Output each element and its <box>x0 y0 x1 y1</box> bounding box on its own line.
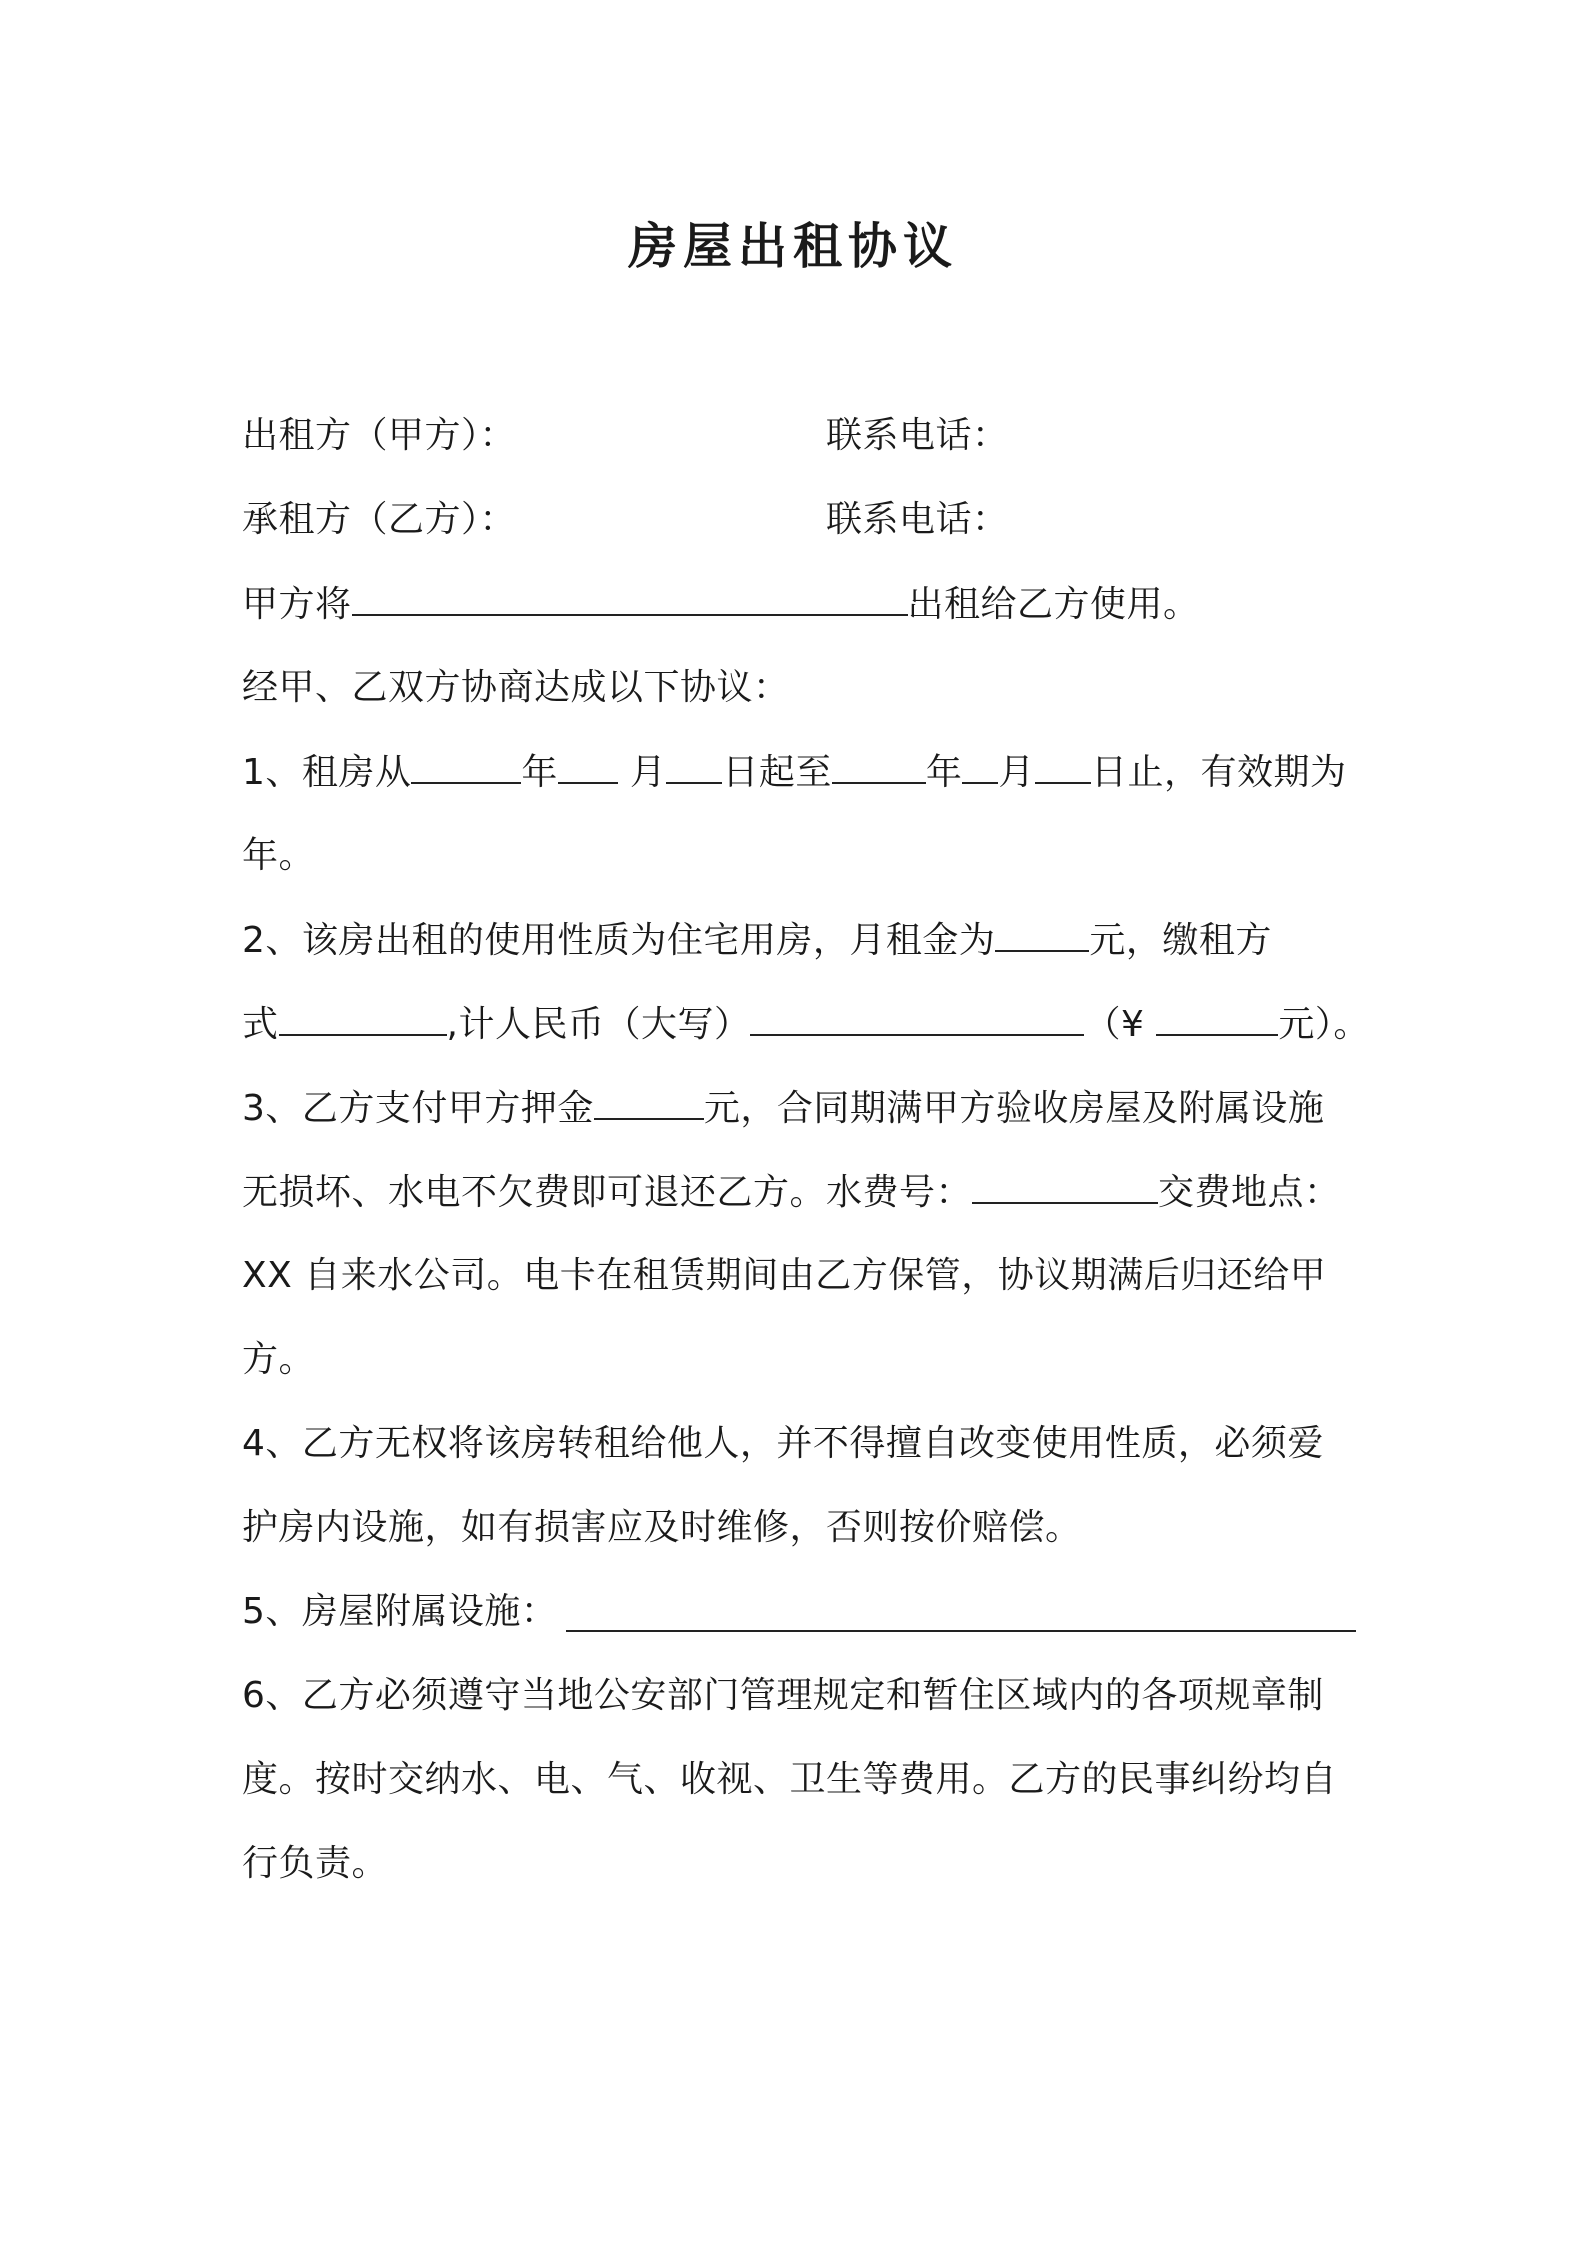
clause3-line2 <box>242 1162 1341 1223</box>
clause3-text-3: 无损坏、水电不欠费即可退还乙方。水费号： <box>242 1172 973 1213</box>
clause1-text-8: 年。 <box>242 835 316 876</box>
clause2-text-5: （¥ <box>1084 1004 1145 1045</box>
clause4-line2 <box>242 1498 1082 1558</box>
attached-facilities-blank[interactable] <box>566 1590 1356 1632</box>
intro-agree-line <box>242 658 790 718</box>
clause1-text-6: 月 <box>998 752 1035 793</box>
clause1-text-7: 日止，有效期为 <box>1090 752 1347 793</box>
clause3-line1 <box>242 1078 1324 1139</box>
lessee-line <box>242 490 516 550</box>
clause6-line2 <box>242 1750 1337 1810</box>
end-day-blank[interactable] <box>1035 742 1091 784</box>
clause4-text-1: 4、乙方无权将该房转租给他人，并不得擅自改变使用性质，必须爱 <box>242 1423 1324 1464</box>
clause1-text-1: 1、租房从 <box>242 752 412 793</box>
start-month-blank[interactable] <box>558 742 618 784</box>
clause6-text-2: 度。按时交纳水、电、气、收视、卫生等费用。乙方的民事纠纷均自 <box>242 1759 1338 1800</box>
lessee-label: 承租方（乙方）： <box>242 499 517 540</box>
clause1-text-2: 年 <box>521 752 558 793</box>
lessor-phone-line <box>826 406 1009 466</box>
clause3-text-5: XX 自来水公司。电卡在租赁期间由乙方保管，协议期满后归还给甲 <box>242 1255 1327 1296</box>
intro-suffix: 出租给乙方使用。 <box>907 584 1200 625</box>
clause5-text-1: 5、房屋附属设施： <box>242 1591 558 1632</box>
lessor-label: 出租方（甲方）： <box>242 415 517 456</box>
clause2-text-6: 元）。 <box>1278 1004 1370 1045</box>
amount-in-figures-blank[interactable] <box>1156 994 1278 1036</box>
clause1-text-5: 年 <box>925 752 963 793</box>
monthly-rent-blank[interactable] <box>995 910 1089 952</box>
intro-prefix: 甲方将 <box>242 584 352 625</box>
document-title: 房屋出租协议 <box>627 218 958 275</box>
intro-agree: 经甲、乙双方协商达成以下协议： <box>242 667 790 708</box>
clause2-line2 <box>242 994 1370 1055</box>
clause1-line2 <box>242 826 315 886</box>
start-year-blank[interactable] <box>411 742 521 784</box>
clause2-text-1: 2、该房出租的使用性质为住宅用房，月租金为 <box>242 920 996 961</box>
clause6-line1 <box>242 1666 1324 1726</box>
clause3-text-2: 元，合同期满甲方验收房屋及附属设施 <box>703 1088 1325 1129</box>
clause6-text-1: 6、乙方必须遵守当地公安部门管理规定和暂住区域内的各项规章制 <box>242 1675 1324 1716</box>
end-month-blank[interactable] <box>962 742 998 784</box>
clause1-line1 <box>242 742 1346 803</box>
clause2-text-2: 元，缴租方 <box>1089 920 1272 961</box>
start-day-blank[interactable] <box>666 742 722 784</box>
clause4-line1 <box>242 1414 1324 1474</box>
clause3-text-4: 交费地点： <box>1158 1172 1341 1213</box>
intro-property-line <box>242 574 1200 635</box>
clause3-line3 <box>242 1246 1326 1306</box>
water-account-blank[interactable] <box>972 1162 1158 1204</box>
clause6-line3 <box>242 1834 388 1894</box>
clause3-text-1: 3、乙方支付甲方押金 <box>242 1088 594 1129</box>
lessee-phone-line <box>826 490 1009 550</box>
clause3-line4 <box>242 1330 315 1390</box>
clause5-line1 <box>242 1582 557 1642</box>
end-year-blank[interactable] <box>832 742 926 784</box>
clause2-text-3: 式 <box>242 1004 279 1045</box>
deposit-blank[interactable] <box>594 1078 704 1120</box>
lessor-line <box>242 406 516 466</box>
clause2-line1 <box>242 910 1272 971</box>
clause6-text-3: 行负责。 <box>242 1843 389 1884</box>
clause2-text-4: ,计人民币（大写） <box>446 1004 751 1045</box>
clause3-text-6: 方。 <box>242 1339 316 1380</box>
lessee-phone-label: 联系电话： <box>826 499 1009 540</box>
lessor-phone-label: 联系电话： <box>826 415 1009 456</box>
payment-method-blank[interactable] <box>279 994 447 1036</box>
clause4-text-2: 护房内设施，如有损害应及时维修，否则按价赔偿。 <box>242 1507 1082 1548</box>
clause1-text-4: 日起至 <box>722 752 832 793</box>
property-address-blank[interactable] <box>352 574 908 616</box>
clause1-text-3: 月 <box>629 752 667 793</box>
amount-in-words-blank[interactable] <box>750 994 1084 1036</box>
